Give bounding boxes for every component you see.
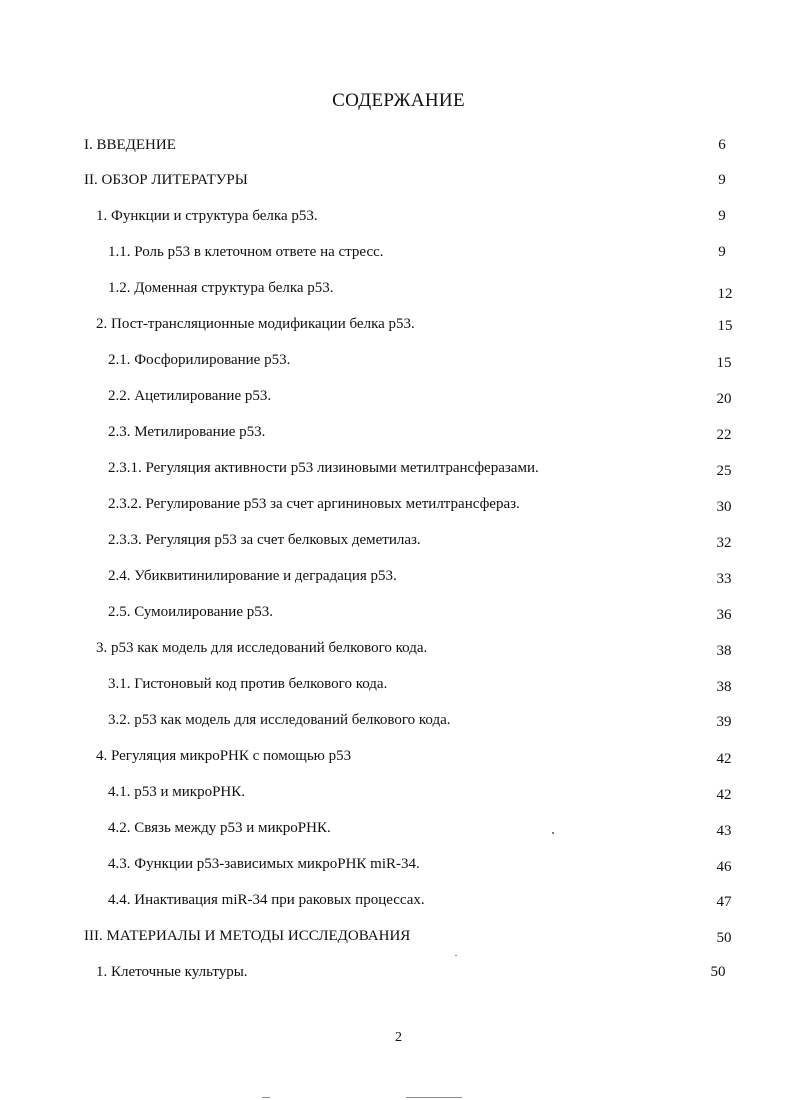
toc-entry-page: 33 — [716, 571, 732, 587]
toc-entry-label: 4.3. Функции p53-зависимых микроРНК miR-34. — [108, 856, 420, 872]
toc-entry-page: 9 — [718, 244, 726, 260]
toc-entry-materials-methods — [0, 925, 797, 947]
toc-entry-label: II. ОБЗОР ЛИТЕРАТУРЫ — [84, 172, 248, 188]
toc-entry-2-2 — [0, 385, 797, 407]
toc-entry-page: 30 — [716, 499, 732, 515]
toc-entry-label: 2.1. Фосфорилирование p53. — [108, 352, 291, 368]
toc-entry-1-1 — [0, 241, 797, 263]
toc-entry-page: 22 — [716, 427, 732, 443]
toc-entry-1 — [0, 205, 797, 227]
toc-entry-page: 15 — [717, 318, 733, 334]
toc-entry-page: 42 — [716, 751, 732, 767]
toc-entry-page: 12 — [717, 286, 733, 302]
toc-entry-page: 46 — [716, 859, 732, 875]
toc-entry-page: 47 — [716, 894, 732, 910]
toc-entry-3 — [0, 637, 797, 659]
toc-entry-2-1 — [0, 349, 797, 371]
toc-entry-label: 3.2. p53 как модель для исследований белкового кода. — [108, 712, 451, 728]
page-title: СОДЕРЖАНИЕ — [332, 90, 465, 111]
toc-entry-2 — [0, 313, 797, 335]
toc-entry-4-1 — [0, 781, 797, 803]
toc-entry-1-2 — [0, 277, 797, 302]
toc-entry-introduction — [0, 134, 797, 156]
toc-entry-page: 38 — [716, 679, 732, 695]
toc-entry-page: 38 — [716, 643, 732, 659]
toc-entry-label: 4.4. Инактивация miR-34 при раковых процессах. — [108, 892, 425, 908]
toc-entry-2-3 — [0, 421, 797, 443]
toc-entry-label: 1. Клеточные культуры. — [96, 964, 248, 980]
toc-entry-label: 2.3.1. Регуляция активности p53 лизиновыми метилтрансферазами. — [108, 460, 539, 476]
toc-entry-4-3 — [0, 853, 797, 875]
toc-entry-2-4 — [0, 565, 797, 587]
toc-entry-label: 1. Функции и структура белка p53. — [96, 208, 318, 224]
toc-entry-page: 36 — [716, 607, 732, 623]
toc-entry-label: I. ВВЕДЕНИЕ — [84, 137, 176, 153]
toc-entry-2-5 — [0, 601, 797, 623]
toc-entry-label: 1.2. Доменная структура белка p53. — [108, 280, 334, 296]
toc-entry-page: 20 — [716, 391, 732, 407]
toc-entry-4-2 — [0, 817, 797, 839]
scan-speck — [552, 832, 554, 834]
toc-entry-page: 50 — [710, 964, 726, 980]
toc-entry-label: III. МАТЕРИАЛЫ И МЕТОДЫ ИССЛЕДОВАНИЯ — [84, 928, 411, 944]
page-number: 2 — [395, 1030, 402, 1045]
toc-entry-page: 9 — [718, 208, 726, 224]
toc-entry-label: 3. p53 как модель для исследований белкового кода. — [96, 640, 428, 656]
toc-entry-label: 2.5. Сумоилирование p53. — [108, 604, 273, 620]
toc-entry-3-2 — [0, 709, 797, 731]
toc-entry-page: 50 — [716, 930, 732, 946]
toc-entry-page: 39 — [716, 714, 732, 730]
toc-entry-label: 4.1. p53 и микроРНК. — [108, 784, 246, 800]
toc-entry-page: 15 — [716, 355, 732, 371]
toc-entry-label: 1.1. Роль p53 в клеточном ответе на стресс. — [108, 244, 384, 260]
scan-speck — [455, 955, 457, 956]
scan-artifact-line — [406, 1097, 462, 1098]
toc-entry-page: 42 — [716, 787, 732, 803]
toc-entry-2-3-1 — [0, 457, 797, 479]
toc-entry-label: 2.3.3. Регуляция p53 за счет белковых деметилаз. — [108, 532, 421, 548]
toc-entry-label: 2.4. Убиквитинилирование и деградация p53. — [108, 568, 397, 584]
toc-entry-label: 3.1. Гистоновый код против белкового кода. — [108, 676, 388, 692]
toc-entry-literature-review — [0, 169, 797, 191]
toc-entry-label: 2. Пост-трансляционные модификации белка p53. — [96, 316, 415, 332]
toc-entry-page: 6 — [718, 137, 726, 153]
toc-entry-label: 4. Регуляция микроРНК с помощью p53 — [96, 748, 352, 764]
toc-entry-4-4 — [0, 889, 797, 911]
toc-entry-page: 25 — [716, 463, 732, 479]
toc-entry-2-3-2 — [0, 493, 797, 515]
toc-entry-label: 2.2. Ацетилирование p53. — [108, 388, 272, 404]
toc-entry-page: 9 — [718, 172, 726, 188]
toc-entry-label: 4.2. Связь между p53 и микроРНК. — [108, 820, 331, 836]
toc-entry-4 — [0, 745, 797, 767]
toc-entry-label: 2.3. Метилирование p53. — [108, 424, 266, 440]
scan-artifact-line — [262, 1097, 270, 1098]
toc-entry-3-1 — [0, 673, 797, 695]
toc-entry-page: 32 — [716, 535, 732, 551]
toc-entry-label: 2.3.2. Регулирование p53 за счет аргининовых метилтрансфераз. — [108, 496, 520, 512]
toc-entry-cell-cultures — [0, 961, 797, 983]
toc-entry-2-3-3 — [0, 529, 797, 551]
toc-entry-page: 43 — [716, 823, 732, 839]
